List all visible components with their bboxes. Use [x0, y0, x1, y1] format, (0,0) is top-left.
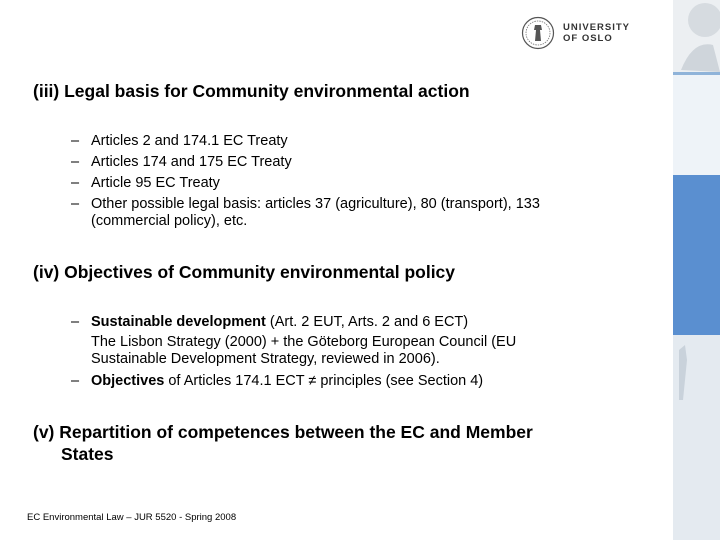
heading-v-line2: States	[61, 444, 114, 464]
item-iv-2-rest: of Articles 174.1 ECT ≠ principles (see Section 4)	[164, 373, 484, 389]
sidebar-graphic	[673, 0, 720, 540]
item-iv-2-bold: Objectives	[91, 373, 165, 389]
heading-iv: (iv) Objectives of Community environmental policy	[33, 262, 456, 282]
dash-iii-3: –	[71, 175, 80, 191]
item-iv-2	[91, 372, 483, 390]
item-iii-3: Article 95 EC Treaty	[91, 175, 220, 191]
dash-iv-2: –	[71, 373, 80, 389]
university-logo	[521, 16, 631, 50]
item-iii-2: Articles 174 and 175 EC Treaty	[91, 154, 292, 170]
logo-line1: UNIVERSITY	[563, 22, 631, 33]
dash-iii-1: –	[71, 133, 80, 149]
decorative-sidebar	[673, 0, 720, 540]
item-iv-1-bold: Sustainable development	[91, 314, 266, 330]
item-iii-4: Other possible legal basis: articles 37 (agriculture), 80 (transport), 133	[91, 196, 540, 212]
dash-iii-2: –	[71, 154, 80, 170]
heading-v-line1: (v) Repartition of competences between the EC and Member	[33, 422, 533, 442]
footer-text: EC Environmental Law – JUR 5520 - Spring 2008	[27, 512, 237, 523]
dash-iv-1: –	[71, 314, 80, 330]
logo-line2: OF OSLO	[563, 33, 613, 44]
university-seal-icon	[521, 16, 557, 50]
item-iv-1-rest: (Art. 2 EUT, Arts. 2 and 6 ECT)	[265, 314, 469, 330]
item-iv-1	[91, 313, 468, 331]
item-iii-4-cont: (commercial policy), etc.	[91, 213, 248, 229]
item-iii-1: Articles 2 and 174.1 EC Treaty	[91, 133, 288, 149]
heading-iii: (iii) Legal basis for Community environmental action	[33, 81, 470, 101]
item-iv-1-line2: The Lisbon Strategy (2000) + the Göteborg European Council (EU	[91, 334, 517, 350]
dash-iii-4: –	[71, 196, 80, 212]
item-iv-1-line3: Sustainable Development Strategy, reviewed in 2006).	[91, 351, 440, 367]
